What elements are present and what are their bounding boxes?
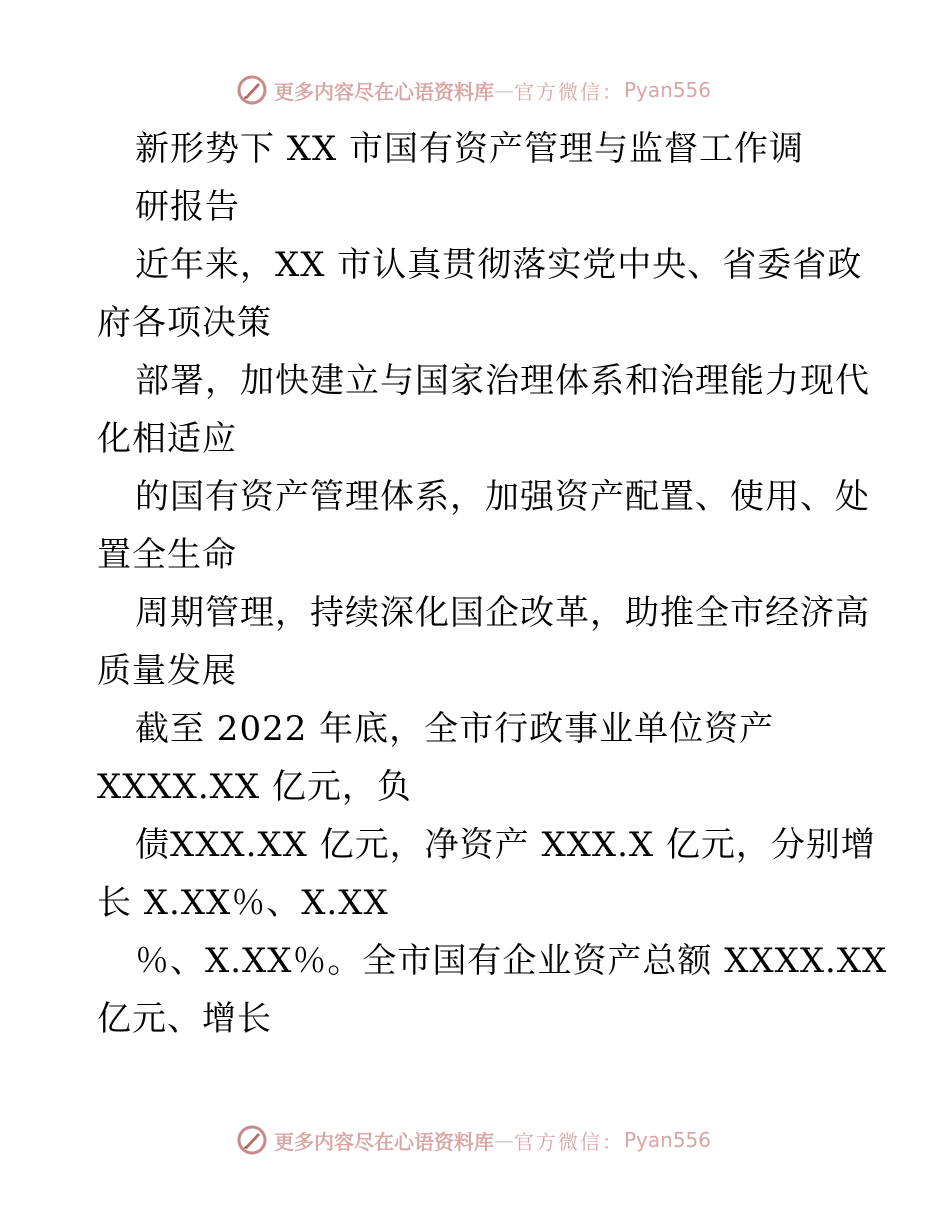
watermark-footer (236, 1122, 711, 1158)
quill-logo-icon (236, 74, 268, 106)
watermark-wechat-id: Pyan556 (624, 1128, 712, 1152)
watermark-brand: 更多内容尽在心语资料库 (274, 1129, 494, 1154)
doc-text-line: 化相适应 (97, 419, 237, 459)
watermark-dash: — (494, 1128, 514, 1152)
doc-text-line: 部署，加快建立与国家治理体系和治理能力现代 (135, 361, 870, 401)
doc-text-line: XXXX.XX 亿元，负 (97, 767, 412, 807)
doc-text-line: 的国有资产管理体系，加强资产配置、使用、处 (135, 477, 870, 517)
doc-text-line: 府各项决策 (97, 303, 272, 343)
doc-text-line: 周期管理，持续深化国企改革，助推全市经济高 (135, 593, 870, 633)
doc-text-line: 债XXX.XX 亿元，净资产 XXX.X 亿元，分别增 (135, 825, 876, 865)
watermark-wechat-label: 官方微信： (514, 79, 624, 104)
doc-text-line: ％、X.XX％。全市国有企业资产总额 XXXX.XX (135, 941, 888, 981)
watermark-wechat-id: Pyan556 (624, 78, 712, 102)
doc-text-line: 长 X.XX％、X.XX (97, 883, 389, 923)
watermark-wechat-label: 官方微信： (514, 1129, 624, 1154)
doc-title-line-1: 新形势下 XX 市国有资产管理与监督工作调 (135, 129, 805, 169)
doc-text-line: 置全生命 (97, 535, 237, 575)
quill-logo-icon (236, 1124, 268, 1156)
doc-text-line: 截至 2022 年底，全市行政事业单位资产 (135, 709, 775, 749)
watermark-dash: — (494, 78, 514, 102)
doc-text-line: 亿元、增长 (97, 999, 272, 1039)
doc-text-line: 近年来，XX 市认真贯彻落实党中央、省委省政 (135, 245, 863, 285)
doc-text-line: 质量发展 (97, 651, 237, 691)
doc-title-line-2: 研报告 (135, 187, 240, 227)
watermark-header (236, 72, 711, 108)
watermark-brand: 更多内容尽在心语资料库 (274, 79, 494, 104)
